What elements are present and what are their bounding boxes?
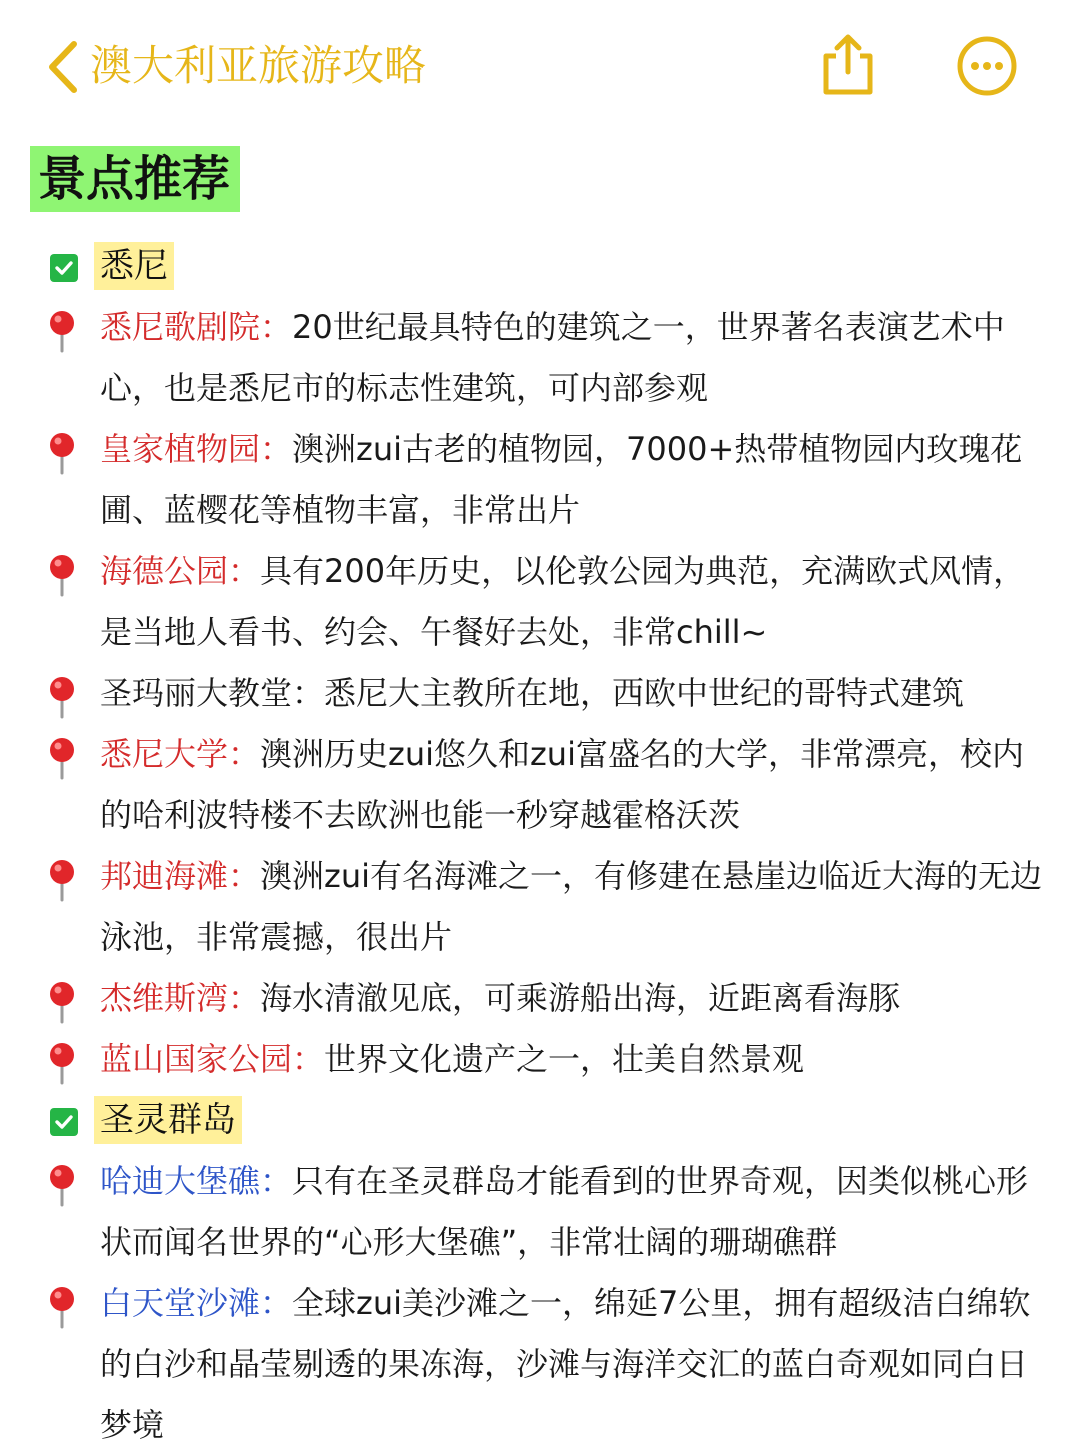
name-separator: ： [228, 735, 261, 773]
attraction-name: 圣玛丽大教堂 [100, 674, 293, 712]
name-separator: ： [228, 979, 261, 1017]
attraction-description: 澳洲历史zui悠久和zui富盛名的大学，非常漂亮，校内的哈利波特楼不去欧洲也能一秒穿越霍格沃茨 [100, 735, 1024, 834]
checkbox-checked-icon [50, 254, 78, 282]
attraction-description: 澳洲zui有名海滩之一，有修建在悬崖边临近大海的无边泳池，非常震撼，很出片 [100, 857, 1043, 956]
pushpin-icon [44, 858, 80, 902]
list-item [0, 1273, 1080, 1456]
name-separator: ： [260, 1162, 293, 1200]
item-text [100, 541, 1050, 663]
item-text [100, 1029, 1050, 1090]
list-item [0, 663, 1080, 724]
attraction-description: 海水清澈见底，可乘游船出海，近距离看海豚 [260, 979, 901, 1017]
pushpin-icon [44, 1041, 80, 1085]
pushpin-icon [44, 736, 80, 780]
page-title: 澳大利亚旅游攻略 [90, 41, 427, 90]
list-item [0, 846, 1080, 968]
name-separator: ： [228, 857, 261, 895]
attraction-description: 全球zui美沙滩之一，绵延7公里，拥有超级洁白绵软的白沙和晶莹剔透的果冻海，沙滩与海洋交汇的蓝白奇观如同白日梦境 [100, 1284, 1031, 1444]
nav-bar [0, 0, 1080, 130]
attraction-name: 悉尼歌剧院 [100, 308, 261, 346]
share-icon[interactable] [818, 32, 878, 96]
item-text [100, 297, 1050, 419]
attraction-description: 只有在圣灵群岛才能看到的世界奇观，因类似桃心形状而闻名世界的“心形大堡礁”，非常壮阔的珊瑚礁群 [100, 1162, 1029, 1261]
item-text [100, 724, 1050, 846]
pushpin-icon [44, 553, 80, 597]
attraction-name: 皇家植物园 [100, 430, 261, 468]
name-separator: ： [292, 1040, 325, 1078]
name-separator: ： [260, 430, 293, 468]
group-header [0, 236, 1080, 297]
attraction-description: 世界文化遗产之一，壮美自然景观 [324, 1040, 805, 1078]
list-item [0, 541, 1080, 663]
group-header [0, 1090, 1080, 1151]
attraction-name: 白天堂沙滩 [100, 1284, 261, 1322]
attraction-description: 悉尼大主教所在地，西欧中世纪的哥特式建筑 [324, 674, 965, 712]
list-item [0, 297, 1080, 419]
group-label: 圣灵群岛 [94, 1096, 242, 1144]
group-label: 悉尼 [94, 242, 174, 290]
item-text [100, 1151, 1050, 1273]
pushpin-icon [44, 431, 80, 475]
pushpin-icon [44, 1163, 80, 1207]
name-separator: ： [260, 308, 293, 346]
name-separator: ： [292, 674, 325, 712]
attraction-description: 具有200年历史，以伦敦公园为典范，充满欧式风情，是当地人看书、约会、午餐好去处，非常chill~ [100, 552, 1026, 651]
section-title: 景点推荐 [30, 146, 240, 212]
list-item [0, 1029, 1080, 1090]
attraction-name: 蓝山国家公园 [100, 1040, 293, 1078]
chevron-left-icon[interactable] [44, 40, 84, 94]
name-separator: ： [228, 552, 261, 590]
more-icon[interactable] [956, 35, 1018, 97]
pushpin-icon [44, 1285, 80, 1329]
pushpin-icon [44, 309, 80, 353]
list-item [0, 1151, 1080, 1273]
name-separator: ： [260, 1284, 293, 1322]
attraction-name: 哈迪大堡礁 [100, 1162, 261, 1200]
attraction-description: 澳洲zui古老的植物园，7000+热带植物园内玫瑰花圃、蓝樱花等植物丰富，非常出片 [100, 430, 1023, 529]
attraction-list [0, 236, 1080, 1456]
checkbox-checked-icon [50, 1108, 78, 1136]
item-text [100, 846, 1050, 968]
list-item [0, 968, 1080, 1029]
list-item [0, 419, 1080, 541]
attraction-name: 邦迪海滩 [100, 857, 229, 895]
attraction-name: 悉尼大学 [100, 735, 229, 773]
list-item [0, 724, 1080, 846]
item-text [100, 968, 1050, 1029]
item-text [100, 1273, 1050, 1456]
attraction-name: 海德公园 [100, 552, 229, 590]
item-text [100, 663, 1050, 724]
item-text [100, 419, 1050, 541]
attraction-description: 20世纪最具特色的建筑之一，世界著名表演艺术中心，也是悉尼市的标志性建筑，可内部参观 [100, 308, 1005, 407]
pushpin-icon [44, 980, 80, 1024]
pushpin-icon [44, 675, 80, 719]
attraction-name: 杰维斯湾 [100, 979, 229, 1017]
